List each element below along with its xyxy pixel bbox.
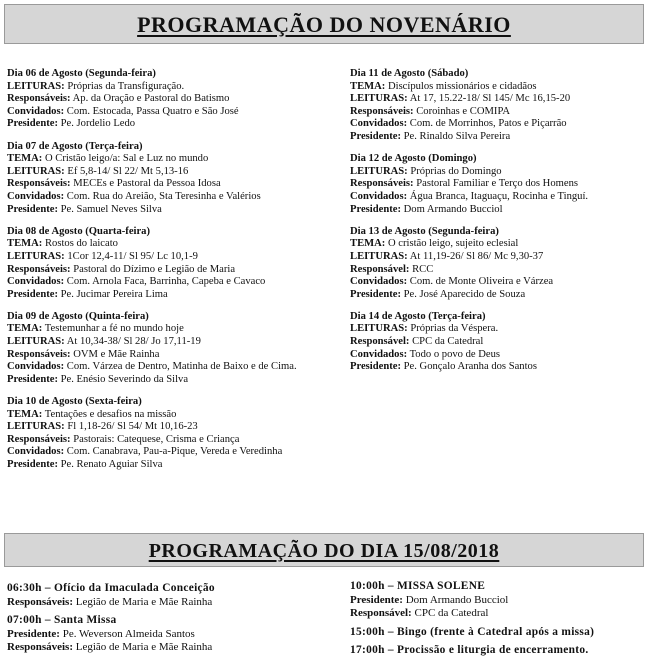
detail-label: LEITURAS: — [7, 165, 65, 177]
detail-label: TEMA: — [7, 323, 43, 335]
detail-label: TEMA: — [7, 238, 43, 250]
detail-label: Responsáveis: — [7, 641, 74, 654]
detail-value: Fl 1,18-26/ Sl 54/ Mt 10,16-23 — [67, 421, 198, 433]
event-heading: 15:00h – Bingo (frente à Catedral após a missa) — [350, 625, 595, 638]
day-detail-row — [7, 118, 335, 131]
detail-label: Convidados: — [7, 276, 65, 288]
detail-value: Pe. Samuel Neves Silva — [60, 203, 162, 215]
detail-label: Responsáveis: — [7, 595, 74, 608]
day-entry — [7, 141, 335, 217]
event-detail-row — [7, 628, 337, 642]
detail-value: RCC — [412, 263, 434, 275]
event-detail-row — [7, 641, 337, 655]
day-date: Dia 07 de Agosto (Terça-feira) — [7, 140, 143, 152]
detail-value: Com. Estocada, Passa Quatro e São José — [66, 105, 239, 117]
detail-value: At 17, 15.22-18/ Sl 145/ Mc 16,15-20 — [409, 93, 571, 105]
day-detail-row — [7, 93, 335, 106]
detail-value: O cristão leigo, sujeito eclesial — [387, 238, 519, 250]
detail-label: TEMA: — [350, 238, 386, 250]
detail-label: Presidente: — [7, 288, 58, 300]
day-detail-row — [7, 459, 335, 472]
detail-label: Responsáveis: — [350, 178, 414, 190]
day-detail-row — [7, 178, 335, 191]
detail-label: Presidente: — [7, 118, 58, 130]
detail-value: Pastoral Familiar e Terço dos Homens — [416, 178, 578, 190]
detail-value: OVM e Mãe Rainha — [73, 348, 160, 360]
detail-label: Responsáveis: — [7, 348, 71, 360]
detail-label: Presidente: — [350, 203, 401, 215]
day-detail-row — [7, 446, 335, 459]
dia-left-column — [7, 582, 337, 660]
day-detail-row — [7, 238, 335, 251]
detail-label: Presidente: — [350, 130, 401, 142]
detail-label: Convidados: — [350, 190, 408, 202]
day-detail-row — [350, 131, 646, 144]
day-detail-row — [350, 166, 646, 179]
detail-label: Presidente: — [350, 288, 401, 300]
detail-value: Próprias da Transfiguração. — [67, 80, 185, 92]
day-detail-row — [7, 204, 335, 217]
detail-value: Pe. Weverson Almeida Santos — [62, 627, 195, 640]
detail-value: Ef 5,8-14/ Sl 22/ Mt 5,13-16 — [67, 165, 189, 177]
day-entry — [7, 396, 335, 472]
event-detail-row — [350, 594, 648, 608]
novenario-right-column — [350, 68, 646, 383]
detail-value: Pe. Jucimar Pereira Lima — [60, 288, 168, 300]
event-heading: 07:00h – Santa Missa — [7, 614, 117, 627]
detail-label: Responsável: — [350, 263, 410, 275]
day-detail-row — [350, 336, 646, 349]
day-detail-row — [7, 251, 335, 264]
event-heading: 10:00h – MISSA SOLENE — [350, 580, 486, 592]
detail-value: Água Branca, Itaguaçu, Rocinha e Tinguí. — [409, 190, 589, 202]
day-detail-row — [350, 323, 646, 336]
day-date: Dia 14 de Agosto (Terça-feira) — [350, 310, 486, 322]
detail-label: Responsável: — [350, 336, 410, 348]
day-detail-row — [7, 276, 335, 289]
day-detail-row — [7, 434, 335, 447]
event-entry — [7, 614, 337, 655]
event-detail-row — [350, 607, 648, 621]
day-detail-row — [350, 204, 646, 217]
event-entry — [350, 644, 648, 658]
event-detail-row — [7, 596, 337, 610]
detail-label: Presidente: — [7, 627, 60, 640]
detail-label: Convidados: — [7, 361, 65, 373]
day-detail-row — [350, 264, 646, 277]
detail-value: Com. Canabrava, Pau-a-Pique, Vereda e Veredinha — [66, 446, 283, 458]
detail-label: Responsáveis: — [7, 178, 71, 190]
detail-value: Com. Várzea de Dentro, Matinha de Baixo e de Cima. — [66, 361, 297, 373]
detail-value: Pe. Jordelio Ledo — [60, 118, 136, 130]
detail-value: Todo o povo de Deus — [409, 348, 501, 360]
detail-label: Presidente: — [7, 373, 58, 385]
detail-value: Pe. Rinaldo Silva Pereira — [403, 130, 511, 142]
detail-value: Com. Rua do Areião, Sta Teresinha e Valérios — [66, 190, 261, 202]
novenario-banner — [4, 4, 644, 44]
detail-label: LEITURAS: — [7, 250, 65, 262]
detail-label: TEMA: — [350, 80, 386, 92]
day-entry — [350, 226, 646, 302]
detail-value: Pastoral do Dízimo e Legião de Maria — [73, 263, 236, 275]
day-entry — [350, 153, 646, 216]
detail-value: Próprias do Domingo — [410, 165, 502, 177]
day-detail-row — [7, 289, 335, 302]
event-heading: 06:30h – Ofício da Imaculada Conceição — [7, 582, 215, 594]
detail-label: Convidados: — [7, 446, 65, 458]
day-detail-row — [350, 361, 646, 374]
detail-value: CPC da Catedral — [414, 607, 489, 620]
detail-label: Convidados: — [350, 348, 408, 360]
detail-label: LEITURAS: — [7, 421, 65, 433]
day-detail-row — [7, 323, 335, 336]
detail-label: Responsáveis: — [7, 433, 71, 445]
detail-value: Dom Armando Bucciol — [403, 203, 503, 215]
detail-value: Discípulos missionários e cidadãos — [387, 80, 537, 92]
day-detail-row — [7, 81, 335, 94]
detail-value: Pe. Enésio Severindo da Silva — [60, 373, 189, 385]
detail-value: Com. de Morrinhos, Patos e Piçarrão — [409, 118, 567, 130]
detail-value: Com. de Monte Oliveira e Várzea — [409, 276, 554, 288]
detail-label: LEITURAS: — [350, 323, 408, 335]
detail-value: MECEs e Pastoral da Pessoa Idosa — [73, 178, 221, 190]
day-detail-row — [7, 409, 335, 422]
detail-label: LEITURAS: — [350, 93, 408, 105]
day-detail-row — [350, 178, 646, 191]
dia-title: PROGRAMAÇÃO DO DIA 15/08/2018 — [148, 540, 500, 562]
day-date: Dia 11 de Agosto (Sábado) — [350, 68, 469, 79]
detail-value: 1Cor 12,4-11/ Sl 95/ Lc 10,1-9 — [67, 250, 198, 262]
detail-value: Legião de Maria e Mãe Rainha — [75, 641, 213, 654]
day-detail-row — [7, 166, 335, 179]
detail-value: Tentações e desafios na missão — [44, 408, 177, 420]
detail-label: Presidente: — [350, 593, 403, 606]
event-entry — [7, 582, 337, 609]
day-detail-row — [7, 106, 335, 119]
dia-right-column — [350, 580, 648, 660]
detail-label: TEMA: — [7, 153, 43, 165]
detail-value: Rostos do laicato — [44, 238, 118, 250]
detail-value: Pe. Renato Aguiar Silva — [60, 459, 163, 470]
event-heading: 17:00h – Procissão e liturgia de encerramento. — [350, 644, 589, 657]
day-detail-row — [7, 361, 335, 374]
event-entry — [350, 626, 648, 640]
day-detail-row — [350, 191, 646, 204]
day-date: Dia 08 de Agosto (Quarta-feira) — [7, 225, 150, 237]
detail-value: Próprias da Véspera. — [410, 323, 499, 335]
detail-value: O Cristão leigo/a: Sal e Luz no mundo — [44, 153, 209, 165]
dia-banner — [4, 533, 644, 567]
day-date: Dia 13 de Agosto (Segunda-feira) — [350, 225, 499, 237]
day-detail-row — [7, 264, 335, 277]
day-entry — [350, 311, 646, 374]
detail-label: Responsáveis: — [7, 93, 71, 105]
detail-label: Convidados: — [350, 276, 408, 288]
day-detail-row — [350, 118, 646, 131]
detail-label: LEITURAS: — [350, 165, 408, 177]
detail-value: Legião de Maria e Mãe Rainha — [75, 595, 213, 608]
detail-label: Presidente: — [7, 459, 58, 470]
day-detail-row — [350, 106, 646, 119]
day-entry — [350, 68, 646, 144]
day-detail-row — [350, 289, 646, 302]
day-detail-row — [350, 276, 646, 289]
novenario-title: PROGRAMAÇÃO DO NOVENÁRIO — [137, 12, 511, 37]
day-detail-row — [7, 349, 335, 362]
day-detail-row — [7, 153, 335, 166]
detail-label: LEITURAS: — [350, 250, 408, 262]
detail-label: Convidados: — [7, 105, 65, 117]
day-detail-row — [350, 349, 646, 362]
detail-value: At 11,19-26/ Sl 86/ Mc 9,30-37 — [409, 250, 544, 262]
detail-label: LEITURAS: — [7, 80, 65, 92]
detail-label: Convidados: — [7, 190, 65, 202]
detail-value: Pe. José Aparecido de Souza — [403, 288, 526, 300]
detail-label: Presidente: — [7, 203, 58, 215]
detail-value: Com. Arnola Faca, Barrinha, Capeba e Cavaco — [66, 276, 266, 288]
detail-label: Convidados: — [350, 118, 408, 130]
day-date: Dia 12 de Agosto (Domingo) — [350, 153, 477, 165]
detail-label: Responsáveis: — [350, 105, 414, 117]
detail-value: Pe. Gonçalo Aranha dos Santos — [403, 361, 537, 373]
detail-label: Responsáveis: — [7, 263, 71, 275]
detail-value: At 10,34-38/ Sl 28/ Jo 17,11-19 — [66, 336, 201, 348]
detail-label: Responsável: — [350, 607, 412, 620]
event-entry — [350, 580, 648, 621]
detail-label: TEMA: — [7, 408, 43, 420]
day-date: Dia 09 de Agosto (Quinta-feira) — [7, 310, 149, 322]
detail-value: Coroinhas e COMIPA — [416, 105, 511, 117]
detail-value: Dom Armando Bucciol — [405, 593, 509, 606]
day-entry — [7, 311, 335, 387]
detail-value: Ap. da Oração e Pastoral do Batismo — [72, 93, 230, 105]
day-detail-row — [350, 238, 646, 251]
detail-label: Presidente: — [350, 361, 401, 373]
day-entry — [7, 68, 335, 131]
day-detail-row — [7, 421, 335, 434]
day-date: Dia 10 de Agosto (Sexta-feira) — [7, 396, 142, 408]
detail-value: Pastorais: Catequese, Crisma e Criança — [73, 433, 240, 445]
novenario-left-column — [7, 68, 335, 481]
day-detail-row — [7, 336, 335, 349]
day-entry — [7, 226, 335, 302]
day-detail-row — [350, 93, 646, 106]
detail-value: CPC da Catedral — [412, 336, 484, 348]
day-detail-row — [7, 191, 335, 204]
day-date: Dia 06 de Agosto (Segunda-feira) — [7, 68, 156, 79]
day-detail-row — [350, 81, 646, 94]
detail-label: LEITURAS: — [7, 336, 65, 348]
detail-value: Testemunhar a fé no mundo hoje — [44, 323, 184, 335]
day-detail-row — [7, 374, 335, 387]
day-detail-row — [350, 251, 646, 264]
